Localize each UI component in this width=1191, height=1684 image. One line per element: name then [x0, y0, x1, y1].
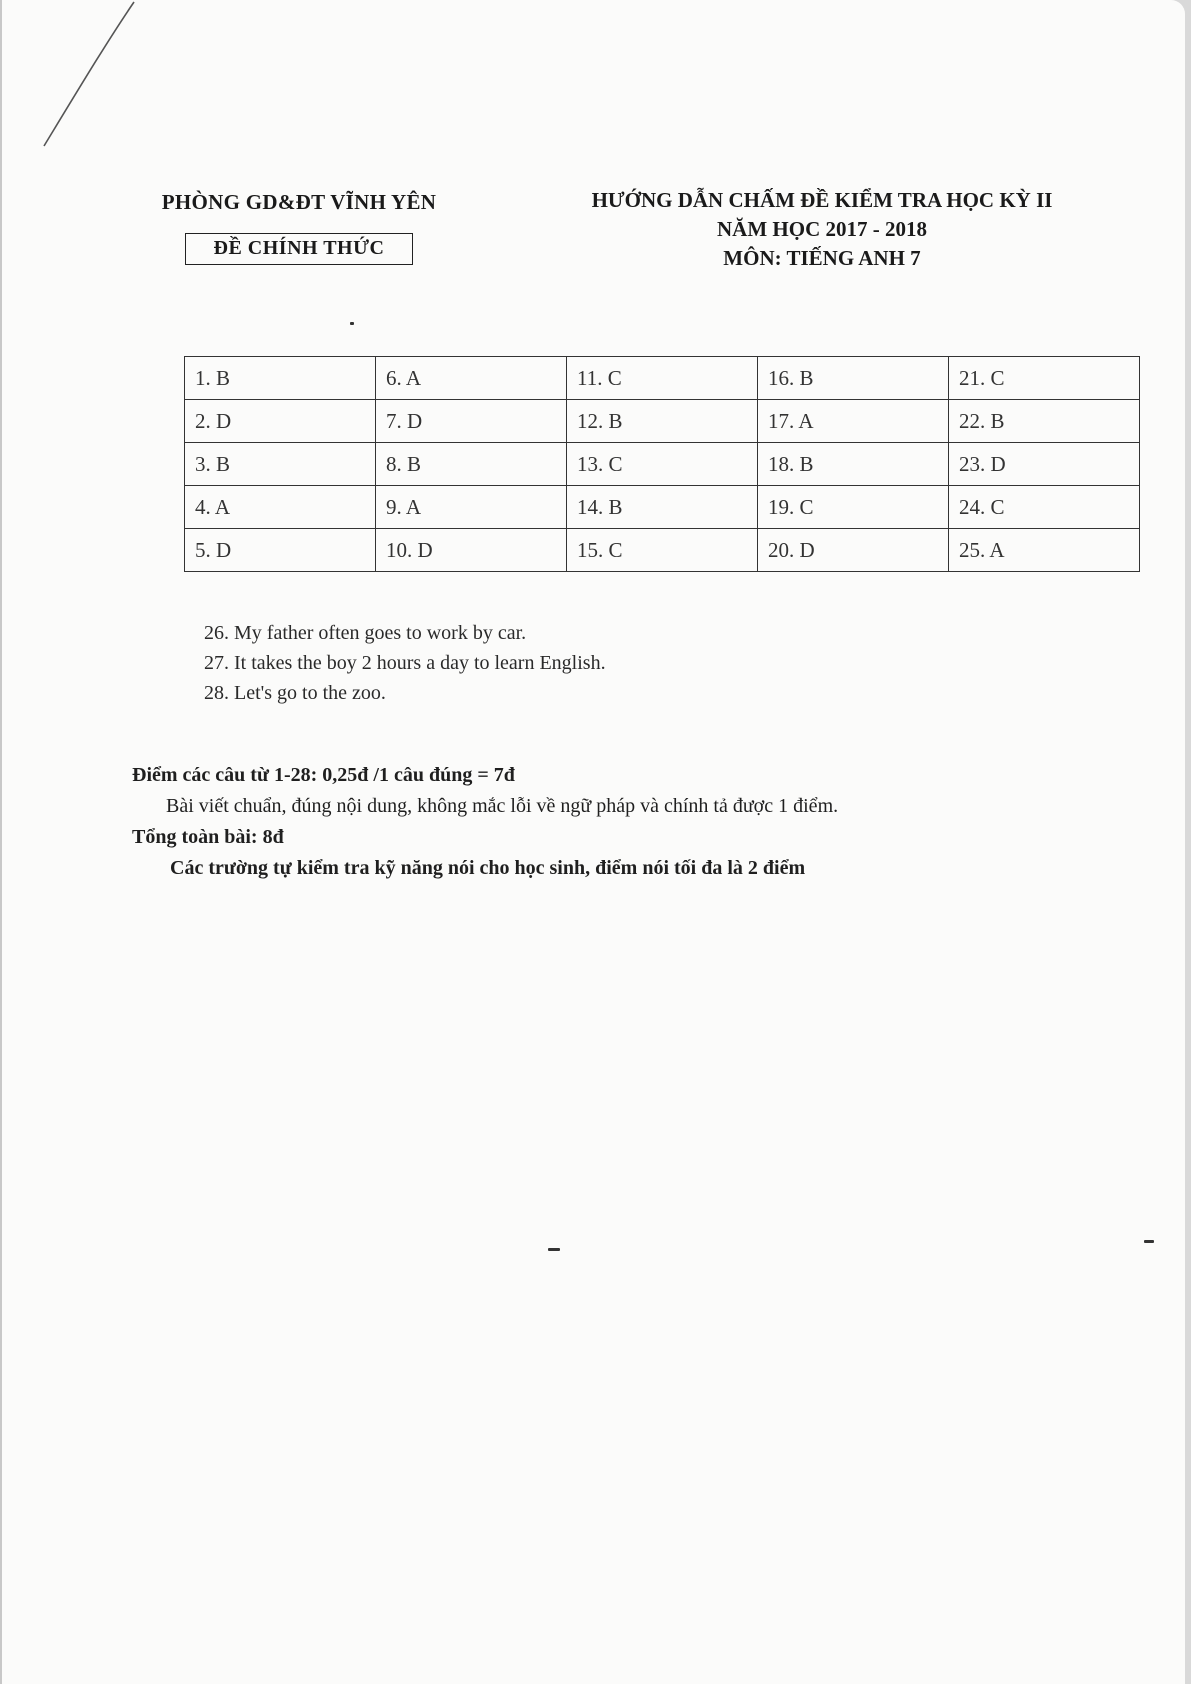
- speaking-note: Các trường tự kiểm tra kỹ năng nói cho học sinh, điểm nói tối đa là 2 điểm: [170, 857, 806, 879]
- answer-key-table: [184, 356, 1140, 572]
- answer-cell: 10. D: [376, 529, 567, 572]
- answer-cell: 12. B: [567, 400, 758, 443]
- official-label-box: ĐỀ CHÍNH THỨC: [185, 233, 414, 265]
- header-right: [542, 186, 1102, 273]
- scan-speck: [350, 322, 354, 325]
- answer-cell: 9. A: [376, 486, 567, 529]
- writing-rule: Bài viết chuẩn, đúng nội dung, không mắc lỗi về ngữ pháp và chính tả được 1 điểm.: [166, 795, 839, 817]
- answer-cell: 2. D: [185, 400, 376, 443]
- school-year: NĂM HỌC 2017 - 2018: [717, 217, 927, 241]
- answer-cell: 24. C: [949, 486, 1140, 529]
- answer-cell: 4. A: [185, 486, 376, 529]
- answer-row: [185, 400, 1140, 443]
- answer-row: [185, 486, 1140, 529]
- answer-row: [185, 357, 1140, 400]
- answer-cell: 6. A: [376, 357, 567, 400]
- department-name: PHÒNG GD&ĐT VĨNH YÊN: [161, 190, 437, 214]
- scan-speck: [548, 1248, 560, 1251]
- answer-cell: 17. A: [758, 400, 949, 443]
- answer-cell: 8. B: [376, 443, 567, 486]
- answer-cell: 18. B: [758, 443, 949, 486]
- answer-cell: 1. B: [185, 357, 376, 400]
- answer-cell: 20. D: [758, 529, 949, 572]
- answer-cell: 15. C: [567, 529, 758, 572]
- answer-cell: 14. B: [567, 486, 758, 529]
- answer-cell: 25. A: [949, 529, 1140, 572]
- answer-cell: 19. C: [758, 486, 949, 529]
- subject: MÔN: TIẾNG ANH 7: [723, 246, 921, 270]
- header-left: [134, 190, 464, 265]
- scoring-section: [132, 760, 1132, 884]
- answer-cell: 7. D: [376, 400, 567, 443]
- sentence-answer: 27. It takes the boy 2 hours a day to learn English.: [204, 652, 606, 674]
- answer-cell: 23. D: [949, 443, 1140, 486]
- answer-cell: 21. C: [949, 357, 1140, 400]
- answer-cell: 3. B: [185, 443, 376, 486]
- total-score: Tổng toàn bài: 8đ: [132, 826, 284, 848]
- answer-cell: 16. B: [758, 357, 949, 400]
- scan-speck: [1144, 1240, 1154, 1243]
- points-rule: Điểm các câu từ 1-28: 0,25đ /1 câu đúng = 7đ: [132, 764, 515, 786]
- sentence-answer: 28. Let's go to the zoo.: [204, 682, 386, 704]
- answer-cell: 13. C: [567, 443, 758, 486]
- answer-cell: 11. C: [567, 357, 758, 400]
- answer-cell: 5. D: [185, 529, 376, 572]
- sentence-answer: 26. My father often goes to work by car.: [204, 622, 527, 644]
- sentence-answers: [204, 618, 606, 708]
- answer-row: [185, 443, 1140, 486]
- pen-stroke-mark: [38, 0, 148, 150]
- answer-cell: 22. B: [949, 400, 1140, 443]
- document-title: HƯỚNG DẪN CHẤM ĐỀ KIỂM TRA HỌC KỲ II: [591, 188, 1053, 212]
- answer-row: [185, 529, 1140, 572]
